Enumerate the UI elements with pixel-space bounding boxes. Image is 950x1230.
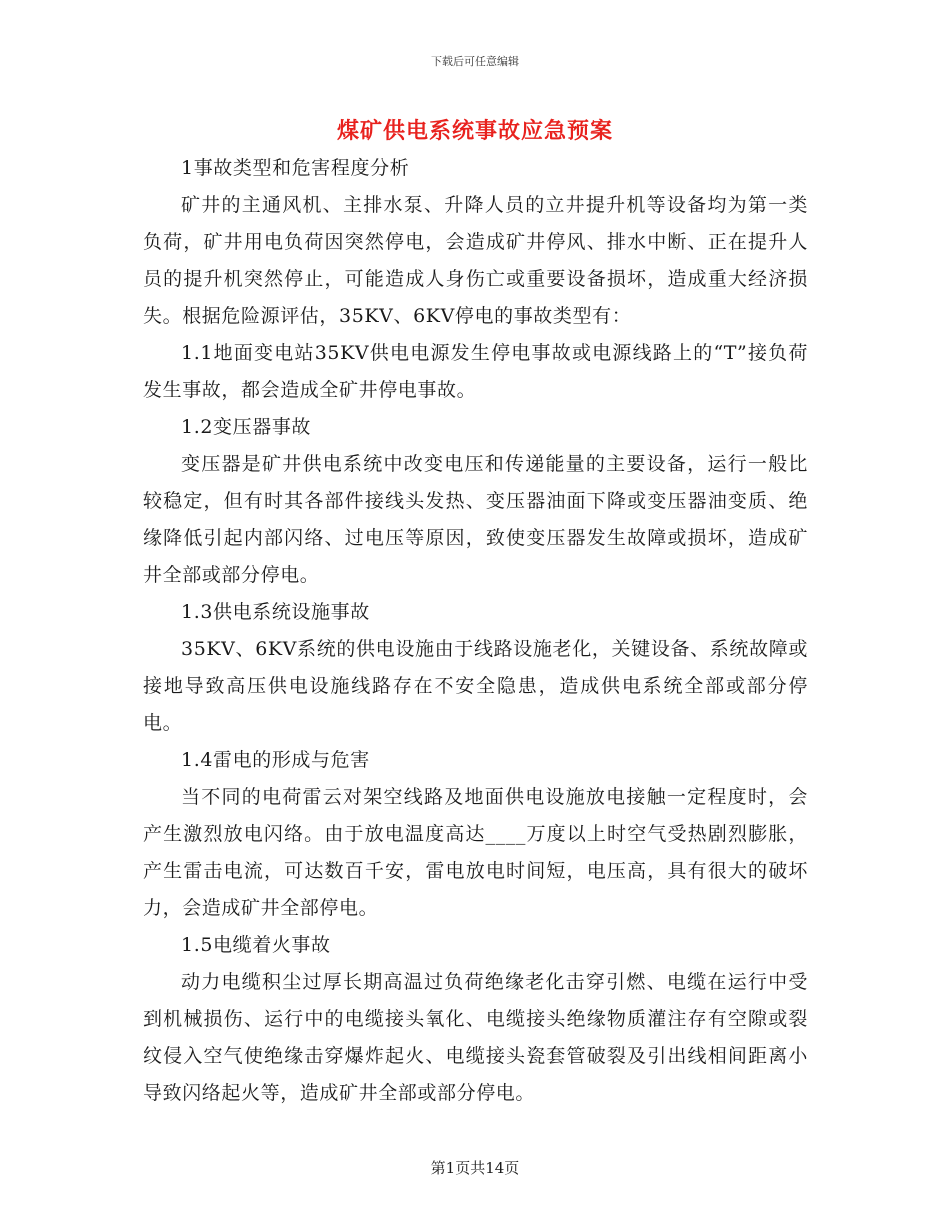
page-number-footer: 第1页共14页 bbox=[430, 1159, 520, 1177]
paragraph-1-1: 1.1地面变电站35KV供电电源发生停电事故或电源线路上的“T”接负荷发生事故，都会造成全矿井停电事故。 bbox=[143, 342, 808, 401]
section-heading-1-2: 1.2变压器事故 bbox=[181, 416, 312, 438]
header-note: 下载后可任意编辑 bbox=[431, 55, 519, 68]
section-heading-1-5: 1.5电缆着火事故 bbox=[181, 934, 331, 956]
document-body bbox=[143, 150, 808, 1112]
section-heading-1-4: 1.4雷电的形成与危害 bbox=[181, 749, 370, 771]
paragraph-transformer: 变压器是矿井供电系统中改变电压和传递能量的主要设备，运行一般比较稳定，但有时其各部件接线头发热、变压器油面下降或变压器油变质、绝缘降低引起内部闪络、过电压等原因，致使变压器发生故障或损坏，造成矿井全部或部分停电。 bbox=[143, 453, 808, 586]
paragraph-cable-fire: 动力电缆积尘过厚长期高温过负荷绝缘老化击穿引燃、电缆在运行中受到机械损伤、运行中的电缆接头氧化、电缆接头绝缘物质灌注存有空隙或裂纹侵入空气使绝缘击穿爆炸起火、电缆接头瓷套管破裂及引出线相间距离小导致闪络起火等，造成矿井全部或部分停电。 bbox=[143, 971, 808, 1104]
document-title: 煤矿供电系统事故应急预案 bbox=[336, 118, 613, 144]
paragraph-supply-facilities: 35KV、6KV系统的供电设施由于线路设施老化，关键设备、系统故障或接地导致高压供电设施线路存在不安全隐患，造成供电系统全部或部分停电。 bbox=[143, 638, 808, 734]
section-heading-1-3: 1.3供电系统设施事故 bbox=[181, 601, 370, 623]
section-heading-1: 1事故类型和危害程度分析 bbox=[181, 157, 410, 179]
paragraph-load-class: 矿井的主通风机、主排水泵、升降人员的立井提升机等设备均为第一类负荷，矿井用电负荷因突然停电，会造成矿井停风、排水中断、正在提升人员的提升机突然停止，可能造成人身伤亡或重要设备损坏，造成重大经济损失。根据危险源评估，35KV、6KV停电的事故类型有： bbox=[143, 194, 808, 327]
paragraph-lightning: 当不同的电荷雷云对架空线路及地面供电设施放电接触一定程度时，会产生激烈放电闪络。由于放电温度高达____万度以上时空气受热剧烈膨胀，产生雷击电流，可达数百千安，雷电放电时间短，电压高，具有很大的破坏力，会造成矿井全部停电。 bbox=[143, 786, 808, 919]
